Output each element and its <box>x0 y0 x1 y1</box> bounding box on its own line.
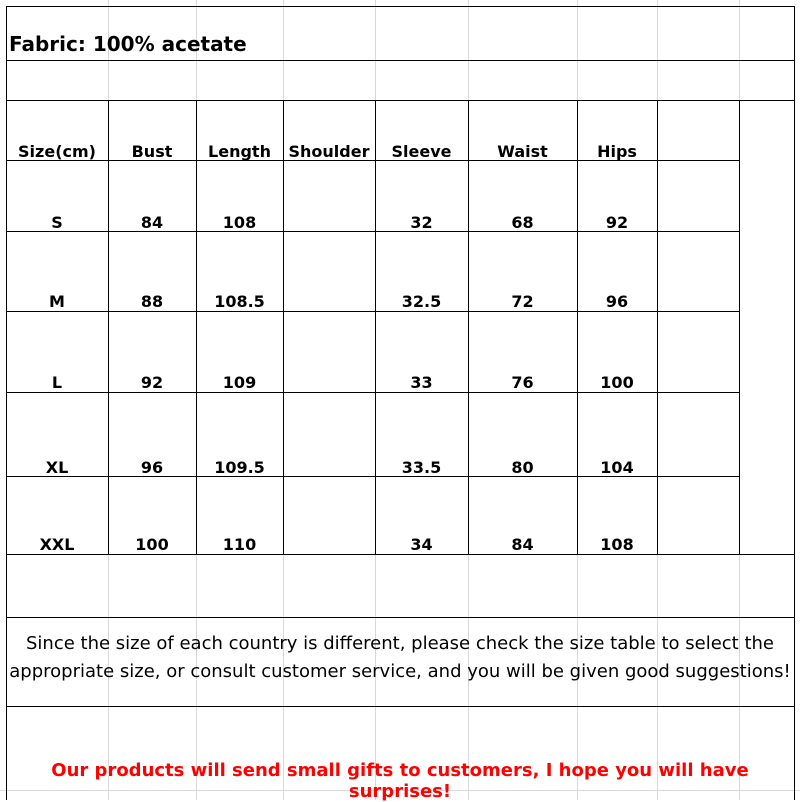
column-line <box>739 100 740 554</box>
header-shoulder: Shoulder <box>288 141 370 161</box>
row-l-sleeve: 33 <box>410 372 433 392</box>
row-m-sleeve: 32.5 <box>401 291 442 311</box>
row-l-hips: 100 <box>600 372 634 392</box>
row-xxl-sleeve: 34 <box>410 534 433 554</box>
column-line <box>196 100 197 554</box>
row-m-bust: 88 <box>140 291 164 311</box>
column-line <box>375 100 376 554</box>
row-xxl-size: XXL <box>39 534 75 554</box>
column-line <box>283 100 284 554</box>
row-l-size: L <box>51 372 63 392</box>
gift-promo-text: Our products will send small gifts to customers, I hope you will have surprises! <box>51 760 749 802</box>
border-line <box>6 100 794 101</box>
border-line <box>6 706 794 707</box>
column-line <box>657 100 658 554</box>
border-line <box>6 60 794 61</box>
row-l-shoulder <box>283 371 375 393</box>
row-xl-sleeve: 33.5 <box>401 457 442 477</box>
row-l-bust: 92 <box>140 372 164 392</box>
row-s-bust: 84 <box>140 212 164 232</box>
row-l-waist: 76 <box>511 372 534 392</box>
row-m-hips: 96 <box>605 291 629 311</box>
row-xxl-shoulder <box>283 533 375 555</box>
column-line <box>108 100 109 554</box>
row-xxl-bust: 100 <box>135 534 169 554</box>
row-s-waist: 68 <box>511 212 534 232</box>
size-notice: Since the size of each country is different, please check the size table to select the appropriate size, or consult customer service, and you will be given good suggestions! <box>9 633 791 682</box>
row-s-size: S <box>51 212 63 232</box>
border-line <box>6 617 794 618</box>
header-sleeve: Sleeve <box>391 141 452 161</box>
row-m-shoulder <box>283 290 375 312</box>
row-m-size: M <box>49 291 65 311</box>
row-xl-length: 109.5 <box>214 457 265 477</box>
row-s-hips: 92 <box>605 212 629 232</box>
row-m-length: 108.5 <box>214 291 265 311</box>
header-size: Size(cm) <box>18 141 96 161</box>
row-xl-size: XL <box>45 457 69 477</box>
header-bust: Bust <box>131 141 173 161</box>
row-xl-bust: 96 <box>140 457 164 477</box>
header-waist: Waist <box>497 141 548 161</box>
row-xxl-waist: 84 <box>511 534 534 554</box>
column-line <box>577 100 578 554</box>
header-hips: Hips <box>597 141 637 161</box>
row-xl-shoulder <box>283 456 375 478</box>
frame-right <box>794 6 795 800</box>
row-s-length: 108 <box>222 212 257 232</box>
row-xxl-length: 110 <box>222 534 257 554</box>
column-line <box>468 100 469 554</box>
fabric-label: Fabric: 100% acetate <box>9 32 247 56</box>
row-xl-hips: 104 <box>600 457 634 477</box>
frame-top <box>6 6 794 7</box>
row-s-shoulder <box>283 211 375 233</box>
row-xxl-hips: 108 <box>600 534 634 554</box>
row-s-sleeve: 32 <box>410 212 433 232</box>
row-xl-waist: 80 <box>511 457 534 477</box>
header-length: Length <box>208 141 271 161</box>
row-m-waist: 72 <box>511 291 534 311</box>
row-l-length: 109 <box>222 372 257 392</box>
